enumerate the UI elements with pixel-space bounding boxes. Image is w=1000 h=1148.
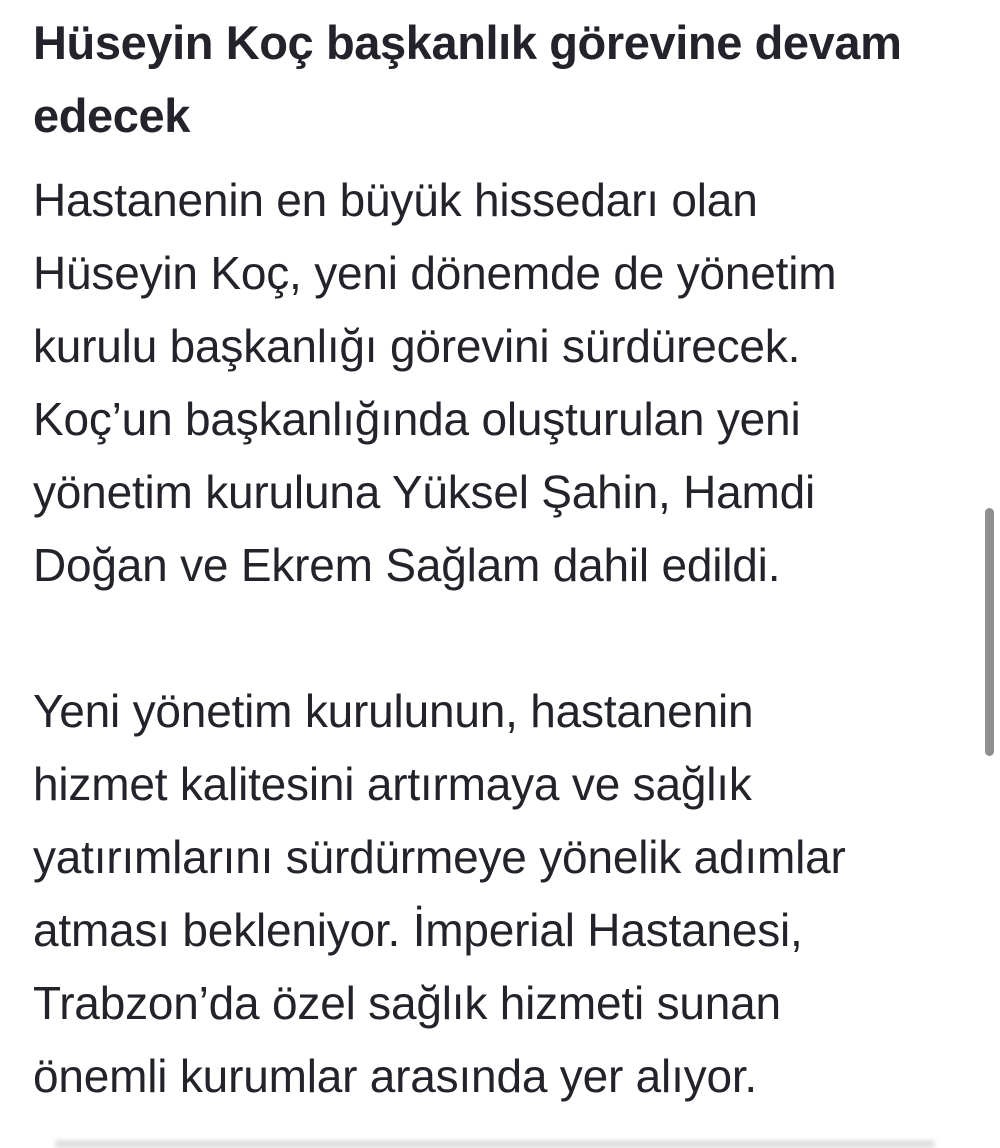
article-title — [33, 6, 968, 152]
text-line: yönetim kuruluna Yüksel Şahin, Hamdi — [33, 466, 816, 518]
clipped-next-line — [55, 1140, 935, 1148]
title-line: edecek — [33, 89, 191, 142]
text-line: önemli kurumlar arasında yer alıyor. — [33, 1050, 757, 1102]
article-paragraph — [33, 164, 968, 602]
text-line: Trabzon’da özel sağlık hizmeti sunan — [33, 977, 781, 1029]
text-line: Koç’un başkanlığında oluşturulan yeni — [33, 393, 801, 445]
scrollbar-thumb[interactable] — [985, 508, 994, 756]
text-line: Yeni yönetim kurulunun, hastanenin — [33, 685, 754, 737]
text-line: atması bekleniyor. İmperial Hastanesi, — [33, 904, 803, 956]
article-paragraph — [33, 675, 968, 1113]
text-line: yatırımlarını sürdürmeye yönelik adımlar — [33, 831, 846, 883]
scrollbar-track[interactable] — [984, 0, 1000, 1148]
article-body — [33, 6, 968, 1113]
text-line: Hastanenin en büyük hissedarı olan — [33, 174, 758, 226]
text-line: Doğan ve Ekrem Sağlam dahil edildi. — [33, 539, 781, 591]
text-line: Hüseyin Koç, yeni dönemde de yönetim — [33, 247, 837, 299]
text-line: kurulu başkanlığı görevini sürdürecek. — [33, 320, 801, 372]
text-line: hizmet kalitesini artırmaya ve sağlık — [33, 758, 752, 810]
title-line: Hüseyin Koç başkanlık görevine devam — [33, 16, 902, 69]
